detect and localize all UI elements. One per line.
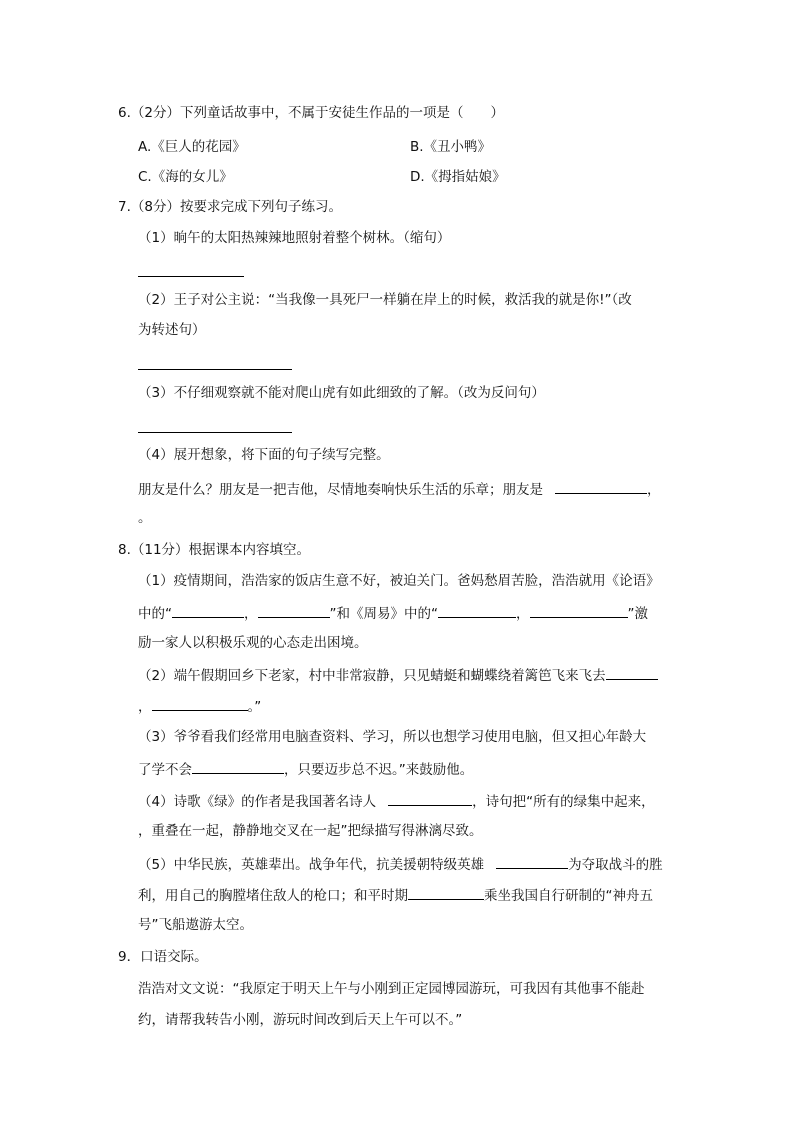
q8-p1-text2: ， <box>244 606 258 622</box>
q7-s4: （4）展开想象，将下面的句子续写完整。 <box>138 447 390 463</box>
q7-s2-answer-line[interactable] <box>138 369 292 370</box>
q8-p4-text2: ，诗句把“所有的绿集中起来， <box>472 794 655 810</box>
q6-option-d: D.《拇指姑娘》 <box>410 169 506 185</box>
q8-p3-line1: （3）爷爷看我们经常用电脑查资料、学习，所以也想学习使用电脑，但又担心年龄大 <box>138 729 647 745</box>
q8-p3-text1: 了学不会 <box>138 762 192 778</box>
q8-p1-blank1[interactable] <box>172 602 244 618</box>
q7-s4-text: 朋友是什么？朋友是一把吉他，尽情地奏响快乐生活的乐章；朋友是 <box>138 482 543 498</box>
q8-p1-blank4[interactable] <box>530 602 628 618</box>
q7-s2-line1: （2）王子对公主说：“当我像一具死尸一样躺在岸上的时候，救活我的就是你!”（改 <box>138 292 632 308</box>
q8-stem: 8.（11分）根据课本内容填空。 <box>118 542 311 558</box>
q8-p2-line1 <box>138 664 658 686</box>
q8-p5-line1 <box>138 853 663 875</box>
q8-p5-line2 <box>138 884 653 906</box>
q8-p2-text1: （2）端午假期回乡下老家，村中非常寂静，只见蜻蜓和蝴蝶绕着篱笆飞来飞去 <box>138 668 606 684</box>
q8-p1-text1: 中的“ <box>138 606 172 622</box>
q6-option-a: A.《巨人的花园》 <box>138 139 246 155</box>
q6-option-c: C.《海的女儿》 <box>138 169 233 185</box>
q8-p1-blank2[interactable] <box>258 602 330 618</box>
q8-p1-line2 <box>138 602 648 624</box>
q8-p1-line3: 励一家人以积极乐观的心态走出困境。 <box>138 635 368 651</box>
q8-p2-blank1[interactable] <box>606 664 658 680</box>
q7-s4-blank[interactable] <box>555 478 647 494</box>
q9-text-line1: 浩浩对文文说：“我原定于明天上午与小刚到正定园博园游玩，可我因有其他事不能赴 <box>138 981 645 997</box>
q7-s4-end: 。 <box>138 510 152 526</box>
q8-p5-text4: 乘坐我国自行研制的“神舟五 <box>484 888 653 904</box>
q8-p3-line2 <box>138 758 473 780</box>
q7-s2-line2: 为转述句） <box>138 322 206 338</box>
q8-p5-blank2[interactable] <box>408 884 484 900</box>
q8-p1-text5: ”激 <box>627 606 648 622</box>
q6-option-b: B.《丑小鸭》 <box>410 139 492 155</box>
q7-s1-answer-line[interactable] <box>138 276 244 277</box>
q9-text-line2: 约，请帮我转告小刚，游玩时间改到后天上午可以不。” <box>138 1012 463 1028</box>
q7-s4-comma: ， <box>647 482 661 498</box>
q8-p5-text2: 为夺取战斗的胜 <box>568 857 663 873</box>
q8-p5-text1: （5）中华民族，英雄辈出。战争年代，抗美援朝特级英雄 <box>138 857 485 873</box>
q8-p2-line2 <box>138 695 261 717</box>
q8-p1-blank3[interactable] <box>438 602 516 618</box>
q8-p3-text2: ，只要迈步总不迟。”来鼓励他。 <box>284 762 474 778</box>
q8-p4-line2: ，重叠在一起，静静地交叉在一起”把绿描写得淋漓尽致。 <box>138 823 483 839</box>
q9-stem: 9．口语交际。 <box>118 949 208 965</box>
q8-p4-line1 <box>138 790 655 812</box>
q8-p2-text2: ， <box>138 699 152 715</box>
q6-stem: 6.（2分）下列童话故事中，不属于安徒生作品的一项是（ ） <box>118 105 504 121</box>
q8-p3-blank[interactable] <box>192 758 284 774</box>
q8-p1-text4: ， <box>516 606 530 622</box>
q8-p2-text3: 。” <box>247 699 262 715</box>
q7-stem: 7.（8分）按要求完成下列句子练习。 <box>118 199 342 215</box>
q7-s3: （3）不仔细观察就不能对爬山虎有如此细致的了解。（改为反问句） <box>138 385 545 401</box>
q8-p5-line3: 号”飞船遨游太空。 <box>138 917 253 933</box>
q7-s1: （1）晌午的太阳热辣辣地照射着整个树林。（缩句） <box>138 230 451 246</box>
q8-p1-text3: ”和《周易》中的“ <box>329 606 438 622</box>
q7-s4-sentence <box>138 478 661 500</box>
q7-s3-answer-line[interactable] <box>138 432 292 433</box>
q8-p5-text3: 利，用自己的胸膛堵住敌人的枪口；和平时期 <box>138 888 408 904</box>
q8-p5-blank1[interactable] <box>496 853 568 869</box>
q8-p2-blank2[interactable] <box>152 695 248 711</box>
q8-p4-text1: （4）诗歌《绿》的作者是我国著名诗人 <box>138 794 377 810</box>
q8-p1-line1: （1）疫情期间，浩浩家的饭店生意不好，被迫关门。爸妈愁眉苦脸，浩浩就用《论语》 <box>138 573 660 589</box>
q8-p4-blank[interactable] <box>388 790 472 806</box>
